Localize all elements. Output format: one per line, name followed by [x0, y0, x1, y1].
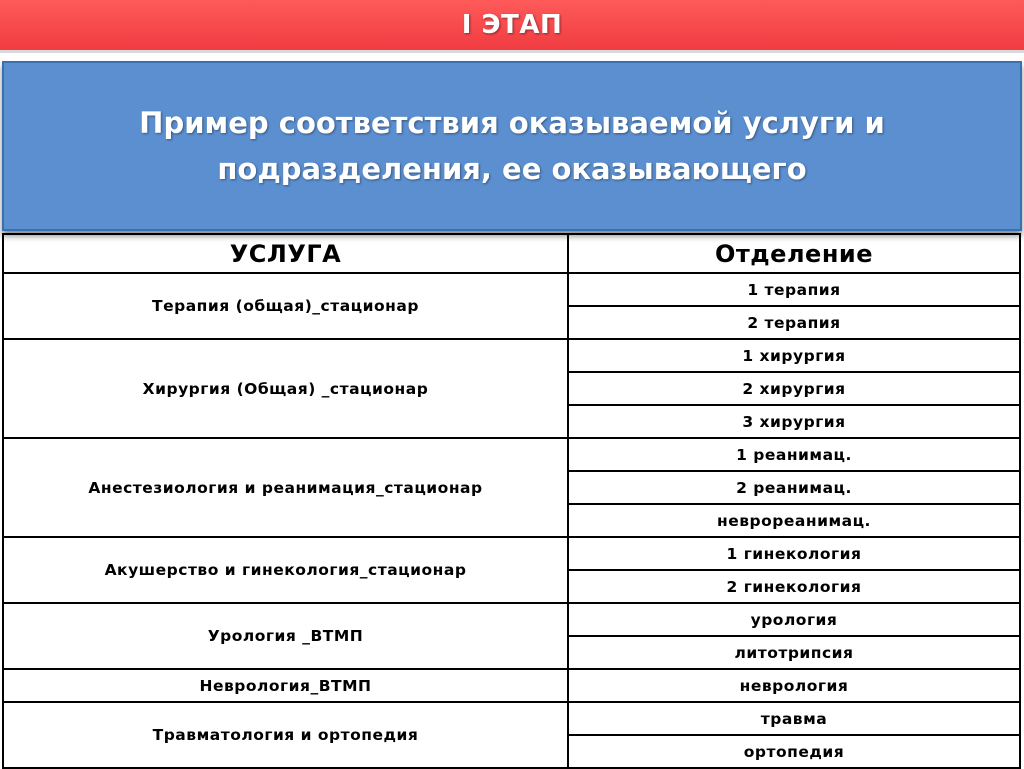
department-cell: травма [568, 702, 1020, 735]
department-cell: 2 хирургия [568, 372, 1020, 405]
department-cell: 1 терапия [568, 273, 1020, 306]
department-cell: 2 гинекология [568, 570, 1020, 603]
table-header-row [3, 234, 1020, 273]
service-cell: Урология _ВТМП [3, 603, 568, 669]
department-cell: неврореанимац. [568, 504, 1020, 537]
service-cell: Хирургия (Общая) _стационар [3, 339, 568, 438]
table-row [3, 273, 1020, 306]
table-row [3, 669, 1020, 702]
table-row [3, 702, 1020, 735]
department-cell: 3 хирургия [568, 405, 1020, 438]
stage-title: I ЭТАП [461, 10, 563, 40]
department-cell: 1 реанимац. [568, 438, 1020, 471]
table-row [3, 537, 1020, 570]
department-cell: 2 терапия [568, 306, 1020, 339]
service-cell: Неврология_ВТМП [3, 669, 568, 702]
service-cell: Травматология и ортопедия [3, 702, 568, 768]
header-service: УСЛУГА [3, 234, 568, 273]
service-department-table [2, 233, 1021, 769]
table-row [3, 603, 1020, 636]
department-cell: ортопедия [568, 735, 1020, 768]
department-cell: урология [568, 603, 1020, 636]
department-cell: 2 реанимац. [568, 471, 1020, 504]
header-department: Отделение [568, 234, 1020, 273]
department-cell: 1 гинекология [568, 537, 1020, 570]
table-row [3, 339, 1020, 372]
slide-title-line-1: Пример соответствия оказываемой услуги и [139, 106, 885, 140]
department-cell: 1 хирургия [568, 339, 1020, 372]
slide-title-line-2: подразделения, ее оказывающего [217, 152, 807, 186]
title-box [2, 61, 1022, 231]
department-cell: неврология [568, 669, 1020, 702]
stage-header-bar [0, 0, 1024, 53]
service-cell: Акушерство и гинекология_стационар [3, 537, 568, 603]
service-cell: Анестезиология и реанимация_стационар [3, 438, 568, 537]
table-row [3, 438, 1020, 471]
table-body [3, 273, 1020, 768]
service-cell: Терапия (общая)_стационар [3, 273, 568, 339]
department-cell: литотрипсия [568, 636, 1020, 669]
slide-title [139, 100, 885, 192]
